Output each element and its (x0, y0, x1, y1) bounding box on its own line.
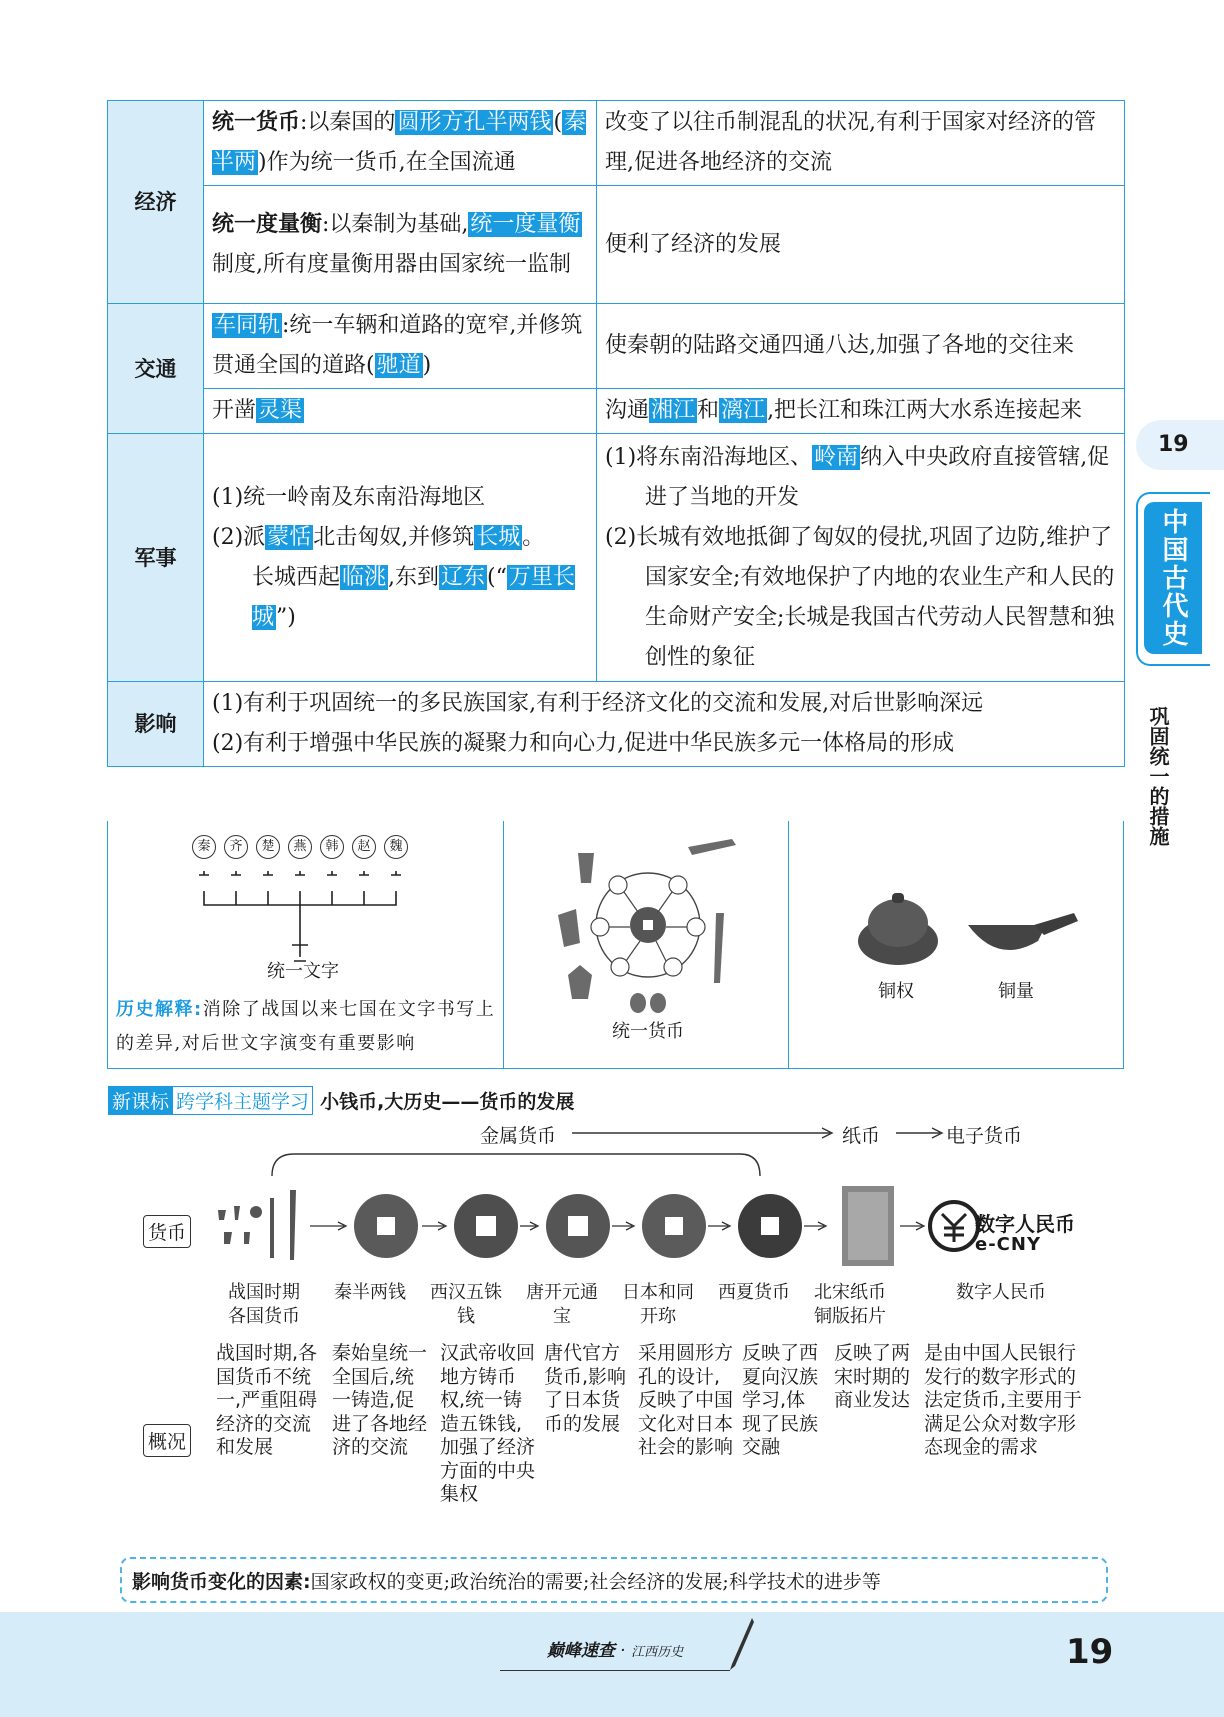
paper-currency-label: 纸币 (842, 1125, 881, 1147)
table-row (108, 186, 1125, 304)
currency-caption: 统一货币 (612, 1021, 684, 1042)
effect-weights: 便利了经济的发展 (597, 186, 1125, 304)
effect-military: (1)将东南沿海地区、岭南纳入中央政府直接管辖,促进了当地的开发 (2)长城有效地抵御了匈奴的侵扰,巩固了边防,维护了国家安全;有效地保护了内地的农业生产和人民的生命财产安全;长城是我国古代劳动人民智慧和独创性的象征 (597, 434, 1125, 682)
measure-weights: 统一度量衡:以秦制为基础,统一度量衡制度,所有度量衡用器由国家统一监制 (204, 186, 597, 304)
table-row (108, 682, 1125, 767)
category-transport: 交通 (108, 304, 204, 434)
overview-row-label: 概况 (143, 1424, 191, 1457)
coin-description: 唐代官方货币,影响了日本货币的发展 (544, 1342, 627, 1435)
cross-subject-badge: 跨学科主题学习 (172, 1086, 313, 1115)
coin-name: 战国时期各国货币 (228, 1282, 300, 1327)
currency-row-label: 货币 (143, 1215, 191, 1248)
effect-roads: 使秦朝的陆路交通四通八达,加强了各地的交往来 (597, 304, 1125, 389)
coin-description: 战国时期,各国货币不统一,严重阻碍经济的交流和发展 (216, 1342, 318, 1458)
coin-name: 唐开元通宝 (526, 1282, 598, 1327)
state-badge: 齐 (224, 835, 248, 859)
chapter-tab[interactable]: 中国古代史 (1136, 492, 1210, 666)
currency-diagram (548, 835, 748, 1015)
pen-icon (726, 1616, 756, 1672)
electronic-currency-label: 电子货币 (946, 1125, 1023, 1147)
coin-description: 汉武帝收回地方铸币权,统一铸造五铢钱,加强了经济方面的中央集权 (440, 1342, 536, 1505)
footer: 巅峰速查 · 江西历史 19 (0, 1612, 1224, 1717)
cross-subject-header (108, 1086, 574, 1115)
effect-canal: 沟通湘江和漓江,把长江和珠江两大水系连接起来 (597, 389, 1125, 434)
measure-roads: 车同轨:统一车辆和道路的宽窄,并修筑贯通全国的道路(驰道) (204, 304, 597, 389)
coin-name: 西夏货币 (718, 1282, 790, 1303)
coin-description: 反映了两宋时期的商业发达 (834, 1342, 911, 1411)
effect-currency: 改变了以往币制混乱的状况,有利于国家对经济的管理,促进各地经济的交流 (597, 101, 1125, 186)
bronze-weights-image (848, 885, 1078, 975)
table-row (108, 304, 1125, 389)
coin-name: 西汉五铢钱 (430, 1282, 502, 1327)
coin-description: 是由中国人民银行发行的数字形式的法定货币,主要用于满足公众对数字形态现金的需求 (924, 1342, 1083, 1458)
measure-currency: 统一货币:以秦国的圆形方孔半两钱(秦半两)作为统一货币,在全国流通 (204, 101, 597, 186)
measure-canal: 开凿灵渠 (204, 389, 597, 434)
timeline-arrows (260, 1118, 1060, 1178)
footer-page-number: 19 (1066, 1632, 1114, 1672)
new-curriculum-badge: 新课标 (108, 1086, 173, 1115)
state-badge: 楚 (256, 835, 280, 859)
coin-description: 采用圆形方孔的设计,反映了中国文化对日本社会的影响 (638, 1342, 734, 1458)
table-row (108, 434, 1125, 682)
coin-name: 秦半两钱 (334, 1282, 406, 1303)
table-row (108, 389, 1125, 434)
coin-name: 日本和同开珎 (622, 1282, 694, 1327)
coin-name: 数字人民币 (956, 1282, 1046, 1303)
section-title: 巩固统一的措施 (1146, 706, 1170, 846)
factors-box (120, 1557, 1108, 1603)
footer-brand: 巅峰速查 (546, 1641, 615, 1661)
measure-military: (1)统一岭南及东南沿海地区 (2)派蒙恬北击匈奴,并修筑长城。 长城西起临洮,东到辽东(“万里长城”) (204, 434, 597, 682)
footer-sub: 江西历史 (631, 1645, 684, 1660)
coin-name: 北宋纸币铜版拓片 (814, 1282, 886, 1327)
script-diagram (192, 861, 412, 971)
state-badge: 韩 (320, 835, 344, 859)
factors-text: 国家政权的变更;政治统治的需要;社会经济的发展;科学技术的进步等 (310, 1571, 881, 1593)
state-badge: 赵 (352, 835, 376, 859)
cross-subject-title: 小钱币,大历史——货币的发展 (320, 1091, 575, 1113)
ecny-logo-cn: 数字人民币 (975, 1212, 1075, 1236)
quan-caption: 铜权 (878, 981, 914, 1002)
states-row (192, 835, 412, 863)
category-influence: 影响 (108, 682, 204, 767)
influence-text: (1)有利于巩固统一的多民族国家,有利于经济文化的交流和发展,对后世影响深远 (2)有利于增强中华民族的凝聚力和向心力,促进中华民族多元一体格局的形成 (204, 682, 1125, 767)
ecny-logo-en: e-CNY (975, 1234, 1041, 1255)
state-badge: 秦 (192, 835, 216, 859)
image-panel (107, 821, 1124, 1069)
metal-currency-label: 金属货币 (480, 1125, 557, 1147)
history-explanation: 历史解释:消除了战国以来七国在文字书写上的差异,对后世文字演变有重要影响 (116, 999, 496, 1054)
coin-description: 秦始皇统一全国后,统一铸造,促进了各地经济的交流 (332, 1342, 428, 1458)
category-military: 军事 (108, 434, 204, 682)
table-row (108, 101, 1125, 186)
liang-caption: 铜量 (998, 981, 1034, 1002)
category-economy: 经济 (108, 101, 204, 304)
coin-description: 反映了西夏向汉族学习,体现了民族交融 (742, 1342, 819, 1458)
factors-label: 影响货币变化的因素: (132, 1571, 311, 1593)
state-badge: 魏 (384, 835, 408, 859)
state-badge: 燕 (288, 835, 312, 859)
script-caption: 统一文字 (267, 961, 339, 982)
page-tab: 19 (1136, 420, 1224, 470)
summary-table (107, 100, 1125, 767)
